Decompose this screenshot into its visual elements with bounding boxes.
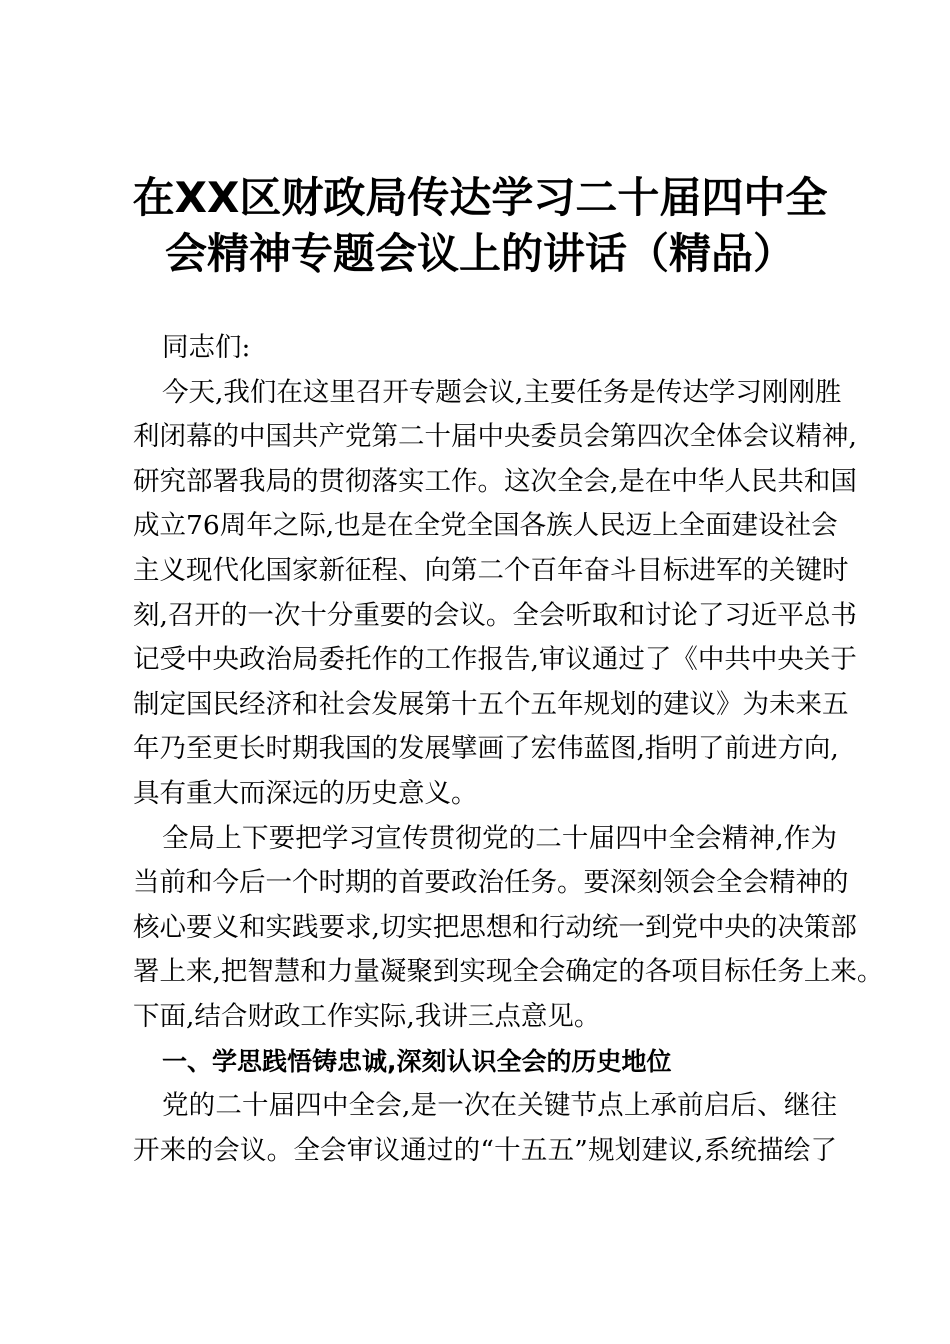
section-heading-1: 一、学思践悟铸忠诚,深刻认识全会的历史地位 xyxy=(162,1046,672,1076)
paragraph-1 xyxy=(133,371,857,817)
title-line-2: 会精神专题会议上的讲话（精品） xyxy=(164,229,795,278)
text-line: 刻,召开的一次十分重要的会议。全会听取和讨论了习近平总书 xyxy=(133,599,857,631)
text-line: 研究部署我局的贯彻落实工作。这次全会,是在中华人民共和国 xyxy=(133,465,857,497)
text-line: 党的二十届四中全会,是一次在关键节点上承前启后、继往 xyxy=(162,1090,837,1122)
text-line: 今天,我们在这里召开专题会议,主要任务是传达学习刚刚胜 xyxy=(162,376,842,408)
text-line: 主义现代化国家新征程、向第二个百年奋斗目标进军的关键时 xyxy=(133,554,849,586)
document-body xyxy=(133,326,884,1173)
text-line: 全局上下要把学习宣传贯彻党的二十届四中全会精神,作为 xyxy=(162,822,837,854)
text-line: 利闭幕的中国共产党第二十届中央委员会第四次全体会议精神, xyxy=(133,421,857,453)
text-line: 制定国民经济和社会发展第十五个五年规划的建议》为未来五 xyxy=(133,688,849,720)
document-title xyxy=(120,170,840,282)
text-line: 开来的会议。全会审议通过的“十五五”规划建议,系统描绘了 xyxy=(133,1134,837,1166)
text-line: 署上来,把智慧和力量凝聚到实现全会确定的各项目标任务上来。 xyxy=(133,956,884,988)
paragraph-3 xyxy=(133,1084,837,1173)
title-line-1: 在XX区财政局传达学习二十届四中全 xyxy=(132,173,828,222)
text-line: 年乃至更长时期我国的发展擘画了宏伟蓝图,指明了前进方向, xyxy=(133,733,839,765)
paragraph-2 xyxy=(133,817,884,1040)
text-line: 具有重大而深远的历史意义。 xyxy=(133,777,478,809)
text-line: 记受中央政治局委托作的工作报告,审议通过了《中共中央关于 xyxy=(133,644,857,676)
text-line: 核心要义和实践要求,切实把思想和行动统一到党中央的决策部 xyxy=(133,911,857,943)
text-line: 成立76周年之际,也是在全党全国各族人民迈上全面建设社会 xyxy=(133,510,838,542)
text-line: 当前和今后一个时期的首要政治任务。要深刻领会全会精神的 xyxy=(133,867,849,899)
text-line: 下面,结合财政工作实际,我讲三点意见。 xyxy=(133,1000,601,1032)
salutation: 同志们: xyxy=(162,332,251,363)
